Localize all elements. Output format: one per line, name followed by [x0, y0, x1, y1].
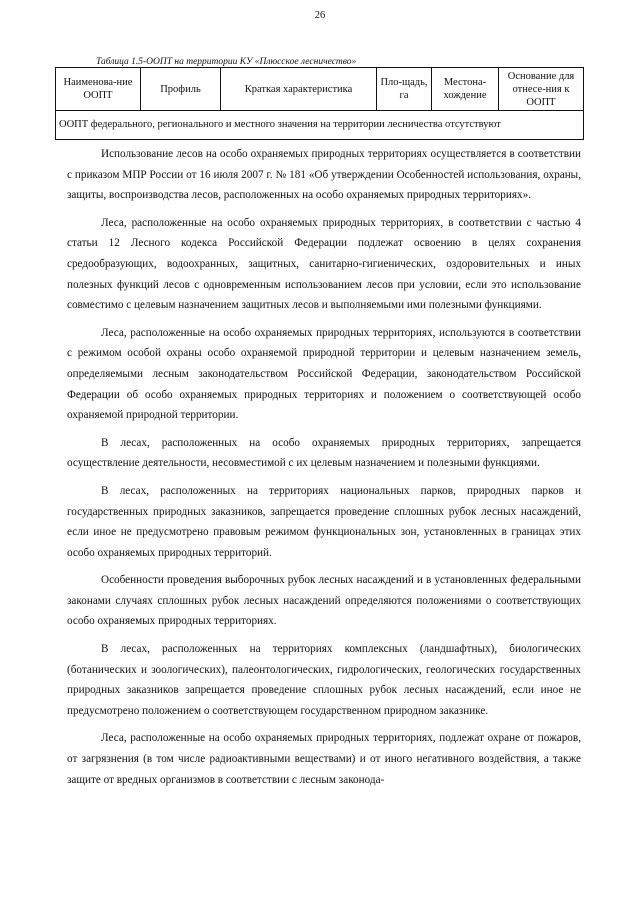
table-caption: Таблица 1.5-ООПТ на территории КУ «Плюсское лесничество» — [96, 57, 357, 67]
paragraph: Использование лесов на особо охраняемых природных территориях осуществляется в соответствии с приказом МПР России от 16 июля 2007 г. № 181 «Об утверждении Особенностей использования, охраны, защиты, воспроизводства лесов, расположенных на особо охраняемых природных территориях». — [67, 148, 581, 202]
oopt-table — [55, 67, 584, 140]
paragraph: В лесах, расположенных на территориях национальных парков, природных парков и государственных природных заказников, запрещается проведение сплошных рубок лесных насаждений, если иное не предусмотрено правовым режимом функциональных зон, установленных в границах этих особо охраняемых природных территорий. — [67, 484, 581, 559]
table-header-row — [56, 68, 584, 111]
header-name: Наименова-ние ООПТ — [56, 68, 141, 111]
header-area: Пло-щадь, га — [377, 68, 432, 111]
paragraph: Особенности проведения выборочных рубок лесных насаждений и в установленных федеральными законами случаях сплошных рубок лесных насаждений определяются положениями о соответствующих особо охраняемых природных территориях. — [67, 574, 581, 628]
page-number: 26 — [314, 10, 326, 21]
paragraph: Леса, расположенные на особо охраняемых природных территориях, подлежат охране от пожаров, от загрязнения (в том числе радиоактивными веществами) и от иного негативного воздействия, а также защите от вредных организмов в соответствии с лесным законода- — [67, 732, 581, 786]
header-location: Местона-хождение — [432, 68, 499, 111]
body-text — [67, 144, 581, 797]
table-note-cell: ООПТ федерального, регионального и местного значения на территории лесничества отсутствуют — [56, 111, 584, 140]
paragraph: Леса, расположенные на особо охраняемых природных территориях, используются в соответствии с режимом особой охраны особо охраняемой природной территории и целевым назначением земель, определяемыми лесным законодательством Российской Федерации, законодательством Российской Федерации об особо охраняемых природных территориях и положением о соответствующей особо охраняемой природной территории. — [67, 326, 581, 422]
header-profile: Профиль — [141, 68, 221, 111]
paragraph: Леса, расположенные на особо охраняемых природных территориях, в соответствии с частью 4 статьи 12 Лесного кодекса Российской Федерации подлежат освоению в целях сохранения средообразующих, водоохранных, защитных, санитарно-гигиенических, оздоровительных и иных полезных функций лесов с одновременным использованием лесов при условии, если это использование совместимо с целевым назначением защитных лесов и выполняемыми ими полезными функциями. — [67, 216, 581, 312]
header-description: Краткая характеристика — [221, 68, 377, 111]
paragraph: В лесах, расположенных на особо охраняемых природных территориях, запрещается осуществление деятельности, несовместимой с их целевым назначением и полезными функциями. — [67, 436, 581, 470]
paragraph: В лесах, расположенных на территориях комплексных (ландшафтных), биологических (ботанических и зоологических), палеонтологических, гидрологических, геологических государственных природных заказников запрещается проведение сплошных рубок лесных насаждений, если иное не предусмотрено положением о соответствующем государственном природном заказнике. — [67, 643, 581, 717]
header-basis: Основание для отнесе-ния к ООПТ — [499, 68, 584, 111]
table-row — [56, 111, 584, 140]
